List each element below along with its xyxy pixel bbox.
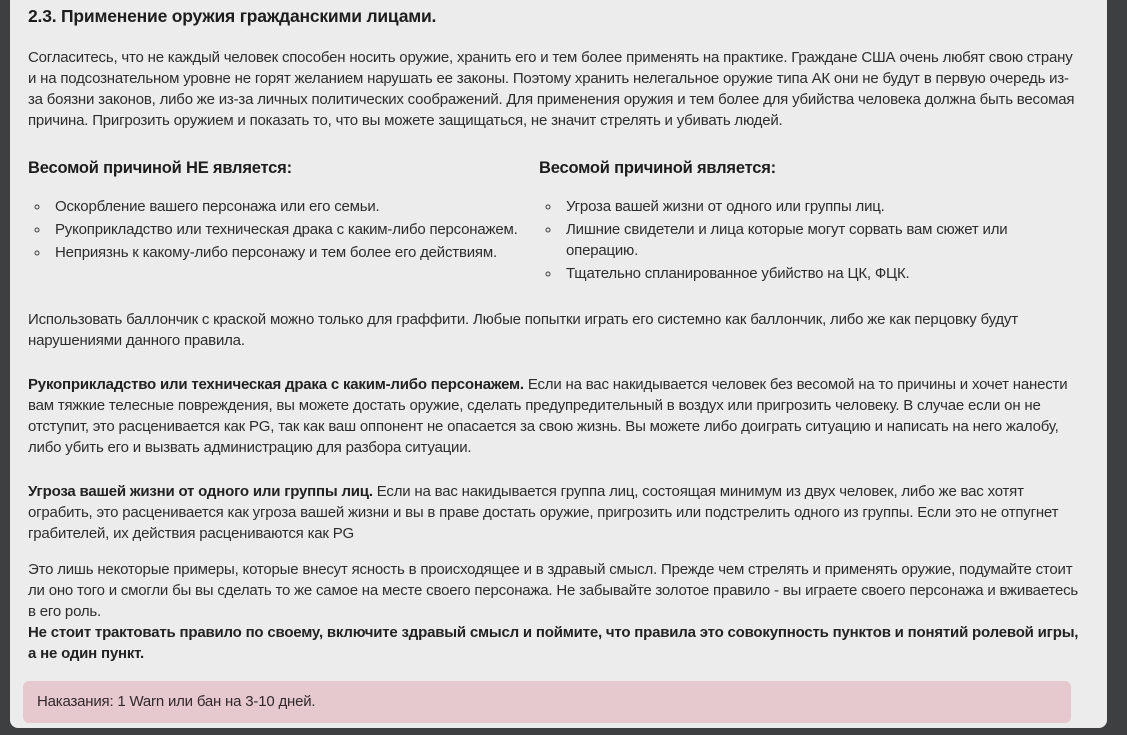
list-item: ◦ Лишние свидетели и лица которые могут сорвать вам сюжет или операцию. xyxy=(561,219,1081,261)
spray-paragraph: Использовать баллончик с краской можно только для граффити. Любые попытки играть его системно как баллончик, либо же как перцовку будут нарушениями данного правила. xyxy=(28,311,1018,349)
invalid-reasons-column xyxy=(28,158,539,286)
list-item: ◦ Оскорбление вашего персонажа или его семьи. xyxy=(50,196,539,217)
rules-page xyxy=(10,0,1107,728)
punishment-text: Наказания: 1 Warn или бан на 3-10 дней. xyxy=(37,693,316,710)
reasons-columns xyxy=(28,158,1081,286)
threat-paragraph-lead: Угроза вашей жизни от одного или группы лиц. xyxy=(28,483,373,500)
list-item: ◦ Угроза вашей жизни от одного или группы лиц. xyxy=(561,196,1081,217)
valid-reasons-heading: Весомой причиной является: xyxy=(539,159,776,177)
list-item: ◦ Рукоприкладство или техническая драка с каким-либо персонажем. xyxy=(50,219,539,240)
closing-paragraph: Это лишь некоторые примеры, которые внесут ясность в происходящее и в здравый смысл. Прежде чем стрелять и применять оружие, подумайте стоит ли оно того и смогли бы вы сделать то же самое на месте своего персонажа. Не забывайте золотое правило - вы играете своего персонажа и вживаетесь в его роль. xyxy=(28,561,1079,620)
closing-bold-note: Не стоит трактовать правило по своему, включите здравый смысл и поймите, что правила это совокупность пунктов и понятий ролевой игры, а не один пункт. xyxy=(28,624,1079,662)
invalid-reasons-list xyxy=(28,196,539,263)
punishment-box xyxy=(23,681,1071,723)
fists-paragraph-lead: Рукоприкладство или техническая драка с каким-либо персонажем. xyxy=(28,376,524,393)
valid-reasons-list xyxy=(539,196,1081,284)
section-title: 2.3. Применение оружия гражданскими лицами. xyxy=(28,6,437,26)
list-item: ◦ Неприязнь к какому-либо персонажу и тем более его действиям. xyxy=(50,242,539,263)
fists-paragraph xyxy=(28,374,1081,458)
list-item: ◦ Тщательно спланированное убийство на ЦК, ФЦК. xyxy=(561,263,1081,284)
intro-paragraph: Согласитесь, что не каждый человек способен носить оружие, хранить его и тем более применять на практике. Граждане США очень любят свою страну и на подсознательном уровне не горят желанием нарушать ее законы. Поэтому хранить нелегальное оружие типа АК они не будут в первую очередь из-за боязни законов, либо же из-за личных политических соображений. Для применения оружия и тем более для убийства человека должна быть весомая причина. Пригрозить оружием и показать то, что вы можете защищаться, не значит стрелять и убивать людей. xyxy=(28,49,1075,129)
closing-block xyxy=(28,559,1081,664)
valid-reasons-column xyxy=(539,158,1081,286)
fists-paragraph-text: Если на вас накидывается человек без весомой на то причины и хочет нанести вам тяжкие телесные повреждения, вы можете достать оружие, сделать предупредительный в воздух или пригрозить человеку. В случае если он не отступит, это расценивается как PG, так как ваш оппонент не опасается за свою жизнь. Вы можете либо доиграть ситуацию и написать на него жалобу, либо убить его и вызвать администрацию для разбора ситуации. xyxy=(28,376,1068,456)
threat-paragraph-text: Если на вас накидывается группа лиц, состоящая минимум из двух человек, либо же вас хотят ограбить, это расценивается как угроза вашей жизни и вы в праве достать оружие, пригрозить или подстрелить одного из группы. Если это не отпугнет грабителей, их действия расцениваются как PG xyxy=(28,483,1059,542)
threat-paragraph xyxy=(28,481,1081,544)
invalid-reasons-heading: Весомой причиной НЕ является: xyxy=(28,159,292,177)
